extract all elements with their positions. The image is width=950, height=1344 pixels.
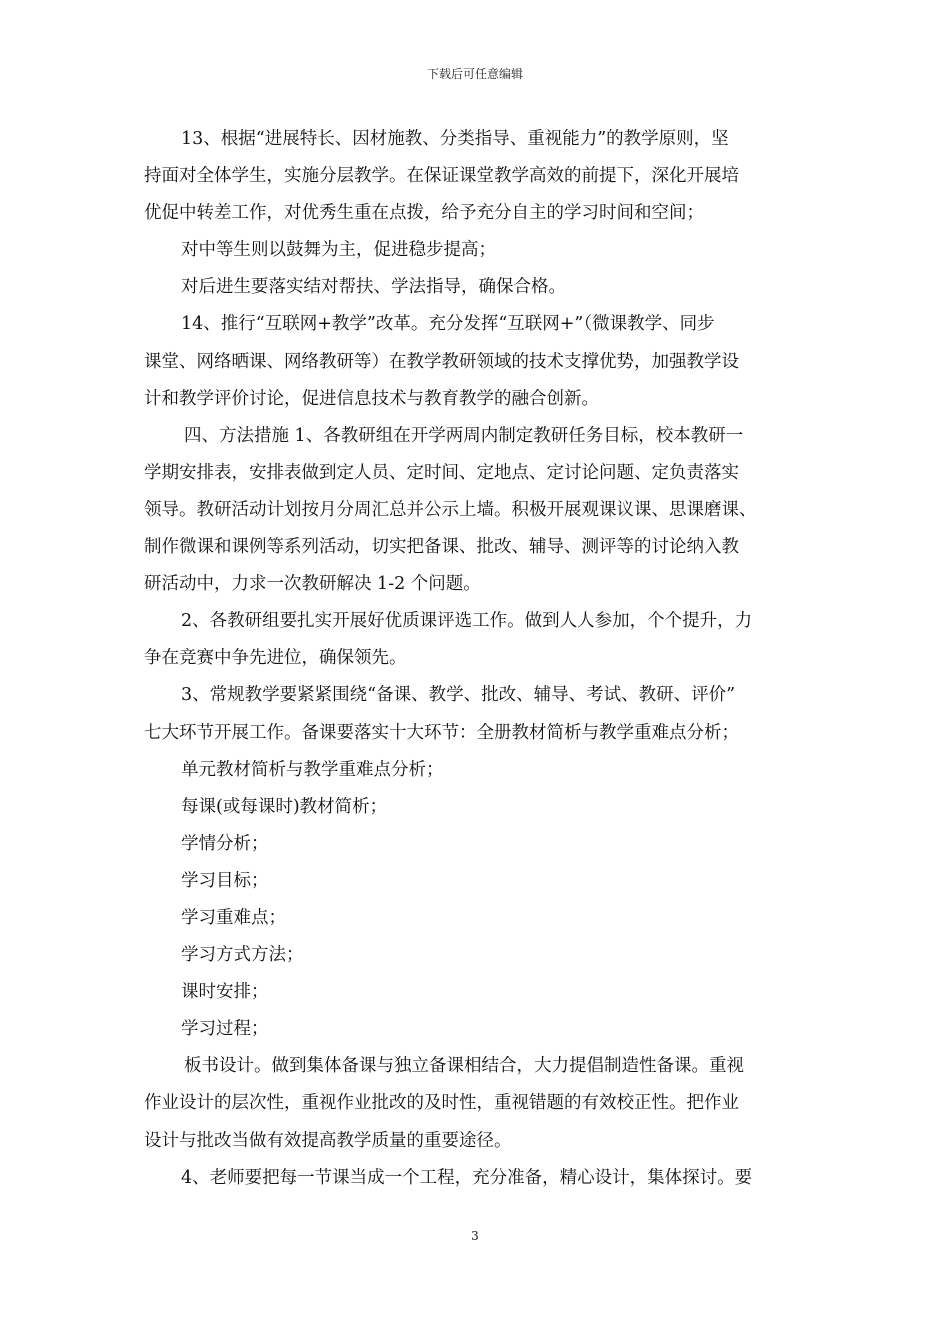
text-line: 学习过程；: [181, 1019, 269, 1040]
text-line: 课时安排；: [181, 982, 269, 1003]
text-line: 学期安排表，安排表做到定人员、定时间、定地点、定讨论问题、定负责落实: [144, 462, 739, 483]
text-line: 设计与批改当做有效提高教学质量的重要途径。: [144, 1130, 512, 1151]
page-header: 下载后可任意编辑: [426, 67, 523, 81]
text-line: 单元教材简析与教学重难点分析；: [181, 759, 444, 780]
text-line: 学习重难点；: [181, 907, 286, 928]
text-line: 学习目标；: [181, 870, 269, 891]
text-line: 板书设计。做到集体备课与独立备课相结合，大力提倡制造性备课。重视: [184, 1056, 744, 1077]
text-line: 七大环节开展工作。备课要落实十大环节：全册教材简析与教学重难点分析；: [144, 722, 739, 743]
text-line: 争在竞赛中争先进位，确保领先。: [144, 648, 407, 669]
text-line: 对后进生要落实结对帮扶、学法指导，确保合格。: [181, 277, 566, 298]
text-line: 3、常规教学要紧紧围绕“备课、教学、批改、辅导、考试、教研、评价”: [181, 685, 736, 706]
text-line: 对中等生则以鼓舞为主，促进稳步提高；: [181, 240, 496, 261]
text-line: 计和教学评价讨论，促进信息技术与教育教学的融合创新。: [144, 388, 599, 409]
text-line: 每课(或每课时)教材简析；: [181, 796, 388, 817]
document-body: [144, 121, 814, 1197]
text-line: 2、各教研组要扎实开展好优质课评选工作。做到人人参加，个个提升，力: [181, 611, 753, 632]
text-line: 学情分析；: [181, 833, 269, 854]
text-line: 课堂、网络晒课、网络教研等）在教学教研领域的技术支撑优势，加强教学设: [144, 351, 739, 372]
text-line: 持面对全体学生，实施分层教学。在保证课堂教学高效的前提下，深化开展培: [144, 166, 739, 187]
text-line: 优促中转差工作，对优秀生重在点拨，给予充分自主的学习时间和空间；: [144, 203, 704, 224]
page-number: 3: [471, 1229, 479, 1243]
text-line: 领导。教研活动计划按月分周汇总并公示上墙。积极开展观课议课、思课磨课、: [144, 499, 757, 520]
text-line: 4、老师要把每一节课当成一个工程，充分准备，精心设计，集体探讨。要: [181, 1167, 753, 1188]
text-line: 四、方法措施 1、各教研组在开学两周内制定教研任务目标，校本教研一: [184, 425, 744, 446]
text-line: 13、根据“进展特长、因材施教、分类指导、重视能力”的教学原则，坚: [181, 129, 729, 149]
text-line: 制作微课和课例等系列活动，切实把备课、批改、辅导、测评等的讨论纳入教: [144, 537, 739, 558]
text-line: 14、推行“互联网+教学”改革。充分发挥“互联网+”（微课教学、同步: [181, 314, 715, 335]
text-line: 学习方式方法；: [181, 945, 304, 966]
text-line: 研活动中，力求一次教研解决 1-2 个问题。: [144, 574, 481, 595]
text-line: 作业设计的层次性，重视作业批改的及时性，重视错题的有效校正性。把作业: [144, 1093, 739, 1114]
